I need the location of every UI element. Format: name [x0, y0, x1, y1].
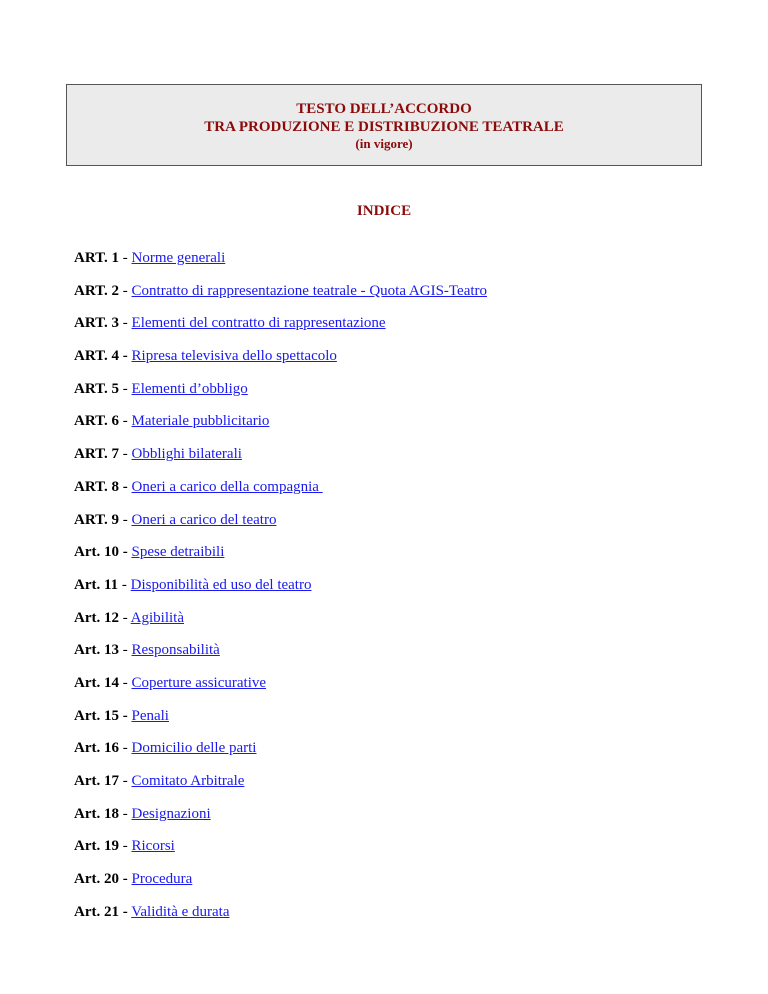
toc-item-separator: - — [119, 838, 132, 855]
toc-item-link[interactable]: Ricorsi — [131, 838, 175, 855]
title-line-3: (in vigore) — [355, 136, 413, 151]
toc-item-number: Art. 21 - — [74, 903, 128, 920]
toc-item-number: Art. 16 — [74, 740, 119, 757]
toc-item — [74, 281, 487, 314]
toc-item — [74, 444, 487, 477]
toc-item — [74, 738, 487, 771]
toc-item-number: ART. 4 - — [74, 348, 128, 365]
toc-item-separator: - — [118, 576, 131, 593]
toc-item-number: ART. 6 — [74, 413, 120, 430]
toc-item — [74, 575, 487, 608]
toc-item — [74, 771, 487, 804]
toc-item-link[interactable]: Oneri a carico del teatro — [131, 511, 277, 528]
toc-item — [74, 673, 487, 706]
toc-item — [74, 477, 487, 510]
toc-item-number: Art. 17 — [74, 773, 119, 789]
toc-item-number: ART. 1 — [74, 250, 120, 266]
toc-item-number: ART. 5 — [74, 380, 120, 397]
toc-item-separator: - — [119, 740, 132, 757]
toc-item-number: Art. 12 — [74, 609, 119, 626]
toc-item-link[interactable]: Comitato Arbitrale — [131, 773, 245, 789]
toc-item — [74, 706, 487, 739]
toc-item-separator: - — [119, 315, 132, 332]
toc-item-number: ART. 3 — [74, 315, 120, 332]
toc-item-separator: - — [119, 250, 132, 266]
title-line-2: TRA PRODUZIONE E DISTRIBUZIONE TEATRALE — [204, 119, 564, 135]
toc-item — [74, 836, 487, 869]
toc-item-number: Art. 20 - — [74, 871, 128, 888]
toc-item — [74, 542, 487, 575]
toc-item-link[interactable]: Norme generali — [131, 250, 226, 266]
toc-item-number: ART. 2 — [74, 282, 120, 299]
toc-item-link[interactable]: Agibilità — [130, 609, 184, 626]
toc-item-link[interactable]: Obblighi bilaterali — [131, 446, 242, 463]
toc-item-link[interactable]: Elementi del contratto di rappresentazione — [131, 315, 386, 332]
toc-item — [74, 804, 487, 837]
toc-item-link[interactable]: Elementi d’obbligo — [131, 380, 248, 397]
toc-item-separator: - — [119, 446, 132, 463]
toc-item-link[interactable]: Penali — [131, 707, 169, 724]
index-heading: INDICE — [356, 203, 412, 219]
toc-item-separator: - — [119, 805, 132, 822]
toc-item-number: Art. 10 - — [74, 544, 128, 561]
toc-item-link[interactable]: Materiale pubblicitario — [131, 413, 270, 430]
title-line-1: TESTO DELL’ACCORDO — [296, 101, 472, 117]
toc-item-separator: - — [119, 773, 132, 789]
toc-item-link[interactable]: Designazioni — [131, 805, 211, 822]
toc-item-number: Art. 13 — [74, 642, 119, 659]
toc-item-separator: - — [119, 282, 132, 299]
toc-item — [74, 640, 487, 673]
document-title-box — [66, 84, 702, 166]
toc-item-link[interactable]: Coperture assicurative — [131, 674, 267, 691]
toc-item-separator: - — [119, 511, 132, 528]
toc-item-separator: - — [119, 413, 132, 430]
toc-item-number: Art. 15 - — [74, 707, 128, 724]
toc-item — [74, 608, 487, 641]
toc-item-separator: - — [119, 380, 132, 397]
toc-item-link[interactable]: Ripresa televisiva dello spettacolo — [131, 348, 337, 365]
toc-item-number: ART. 7 — [74, 446, 120, 463]
toc-item-link[interactable]: Validità e durata — [131, 903, 230, 920]
toc-item-number: Art. 18 — [74, 805, 119, 822]
toc-item — [74, 510, 487, 543]
toc-item-link[interactable]: Oneri a carico della compagnia — [131, 478, 323, 495]
table-of-contents — [74, 248, 487, 934]
toc-item-link[interactable]: Contratto di rappresentazione teatrale - Quota AGIS-Teatro — [131, 282, 488, 299]
toc-item-number: ART. 8 - — [74, 478, 128, 495]
toc-item-separator: - — [119, 642, 132, 659]
toc-item-number: ART. 9 — [74, 511, 120, 528]
toc-item — [74, 411, 487, 444]
toc-item — [74, 902, 487, 935]
toc-item-link[interactable]: Procedura — [131, 871, 193, 888]
toc-item-number: Art. 11 — [74, 576, 119, 593]
toc-item — [74, 379, 487, 412]
toc-item-link[interactable]: Responsabilità — [131, 642, 220, 659]
toc-item — [74, 248, 487, 281]
toc-item-separator: - — [119, 674, 132, 691]
toc-item-link[interactable]: Disponibilità ed uso del teatro — [130, 576, 312, 593]
toc-item-number: Art. 14 — [74, 674, 119, 691]
toc-item — [74, 346, 487, 379]
toc-item-number: Art. 19 — [74, 838, 119, 855]
toc-item-link[interactable]: Spese detraibili — [131, 544, 225, 561]
toc-item — [74, 313, 487, 346]
toc-item — [74, 869, 487, 902]
toc-item-separator: - — [119, 609, 131, 626]
toc-item-link[interactable]: Domicilio delle parti — [131, 740, 257, 757]
